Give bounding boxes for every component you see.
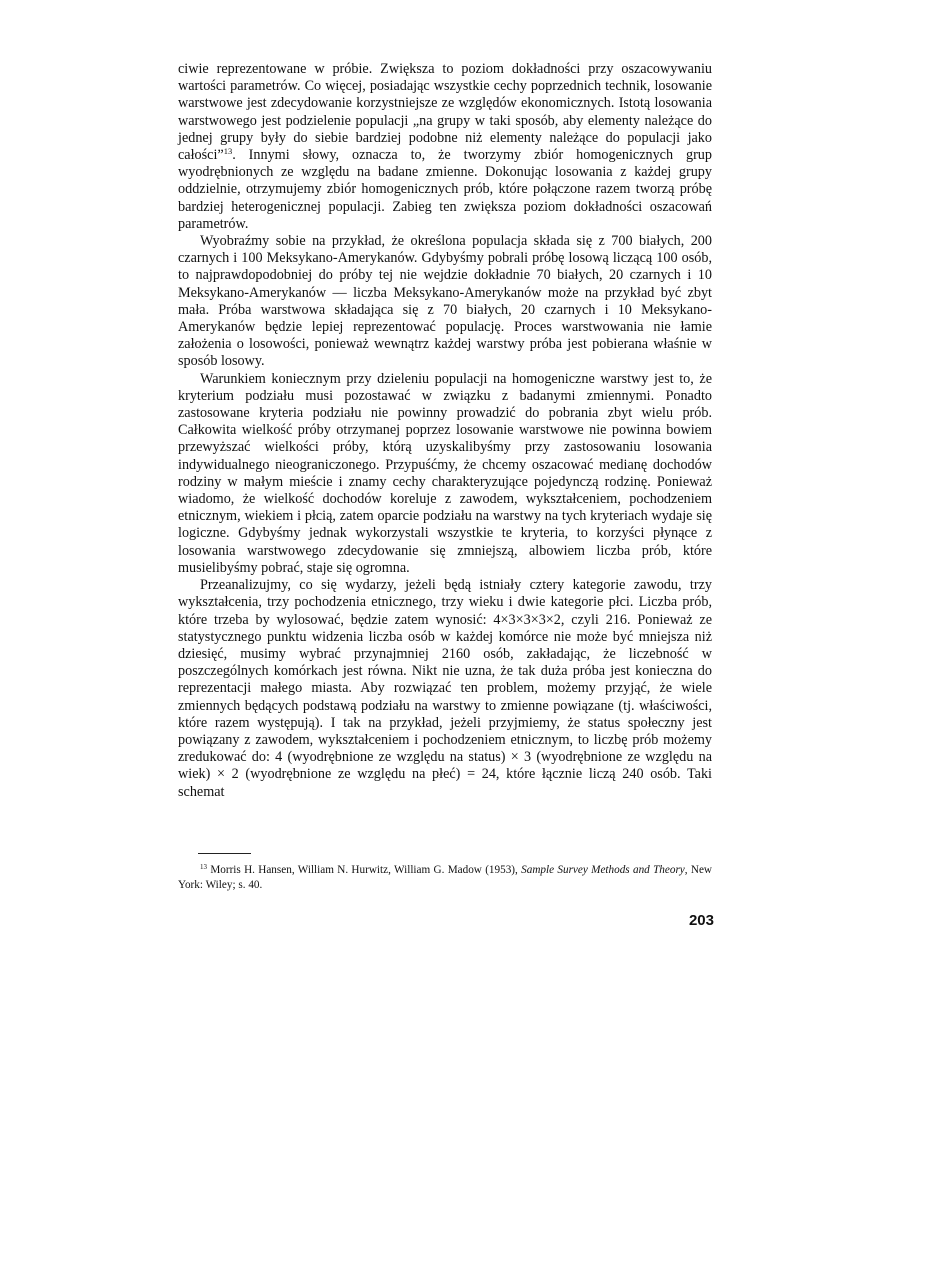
footnote-authors: Morris H. Hansen, William N. Hurwitz, William G. Madow (1953),	[210, 864, 522, 876]
body-text	[178, 61, 712, 801]
paragraph-3: Warunkiem koniecznym przy dzieleniu populacji na homogeniczne warstwy jest to, że kryterium podziału musi pozostawać w związku z badanymi zmiennymi. Ponadto zastosowane kryteria podziału nie powinny prowadzić do pobrania zbyt wielu prób. Całkowita wielkość próby otrzymanej poprzez losowanie warstwowe nie powinna bowiem przewyższać wielkości próby, którą uzyskalibyśmy przy zastosowaniu losowania indywidualnego nieograniczonego. Przypuśćmy, że chcemy oszacować medianę dochodów rodziny w małym mieście i znamy cechy charakteryzujące pojedynczą rodzinę. Ponieważ wiadomo, że wielkość dochodów koreluje z zawodem, wykształceniem, pochodzeniem etnicznym, wiekiem i płcią, zatem oparcie podziału na warstwy na tych kryteriach wydaje się logiczne. Gdybyśmy jednak wykorzystali wszystkie te kryteria, to korzyści płynące z losowania warstwowego zdecydowanie się zmniejszą, albowiem liczba prób, które musielibyśmy pobrać, staje się ogromna.	[178, 370, 712, 576]
footnote-publisher: , New York: Wiley; s. 40.	[178, 864, 712, 891]
paragraph-2: Wyobraźmy sobie na przykład, że określona populacja składa się z 700 białych, 200 czarnych i 100 Meksykano-Amerykanów. Gdybyśmy pobrali próbę losową liczącą 100 osób, to najprawdopodobniej do próby tej nie wejdzie dokładnie 70 białych, 20 czarnych i 10 Meksykano-Amerykanów — liczba Meksykano-Amerykanów może na przykład być zbyt mała. Próba warstwowa składająca się z 70 białych, 20 czarnych i 10 Meksykano-Amerykanów będzie lepiej reprezentować populację. Proces warstwowania nie łamie założenia o losowości, ponieważ wewnątrz każdej warstwy próba jest pobierana właśnie w sposób losowy.	[178, 233, 712, 370]
footnote-divider	[198, 853, 251, 854]
paragraph-1-part-2: . Innymi słowy, oznacza to, że tworzymy zbiór homogenicznych grup wyodrębnionych ze względu na badane zmienne. Dokonując losowania z każdej grupy oddzielnie, otrzymujemy zbiór homogenicznych prób, które połączone razem tworzą próbę bardziej heterogenicznej populacji. Zabieg ten zwiększa poziom dokładności oszacowań parametrów.	[178, 147, 712, 232]
paragraph-1	[178, 61, 712, 233]
paragraph-1-part-1: ciwie reprezentowane w próbie. Zwiększa to poziom dokładności przy oszacowywaniu wartości parametrów. Co więcej, posiadając wszystkie cechy poprzednich technik, losowanie warstwowe jest zdecydowanie korzystniejsze ze względów ekonomicznych. Istotą losowania warstwowego jest podzielenie populacji „na grupy w taki sposób, aby elementy należące do jednej grupy były do siebie bardziej podobne niż elementy należące do populacji jako całości”	[178, 61, 712, 164]
footnote	[178, 863, 712, 893]
footnote-marker: 13	[200, 863, 207, 871]
footnote-reference: 13	[223, 146, 233, 157]
paragraph-4: Przeanalizujmy, co się wydarzy, jeżeli będą istniały cztery kategorie zawodu, trzy wykształcenia, trzy pochodzenia etnicznego, trzy wieku i dwie kategorie płci. Liczba prób, które trzeba by wylosować, będzie zatem wynosić: 4×3×3×3×2, czyli 216. Ponieważ ze statystycznego punktu widzenia liczba osób w każdej komórce nie może być mniejsza niż dziesięć, musimy wybrać przynajmniej 2160 osób, zakładając, że liczebność w poszczególnych komórkach jest równa. Nikt nie uzna, że tak duża próba jest konieczna do reprezentacji małego miasta. Aby rozwiązać ten problem, możemy przyjąć, że wiele zmiennych będących podstawą podziału na warstwy to zmienne powiązane (tj. właściwości, które razem występują). I tak na przykład, jeżeli przyjmiemy, że status społeczny jest powiązany z zawodem, wykształceniem i pochodzeniem etnicznym, to liczbę prób możemy zredukować do: 4 (wyodrębnione ze względu na status) × 3 (wyodrębnione ze względu na wiek) × 2 (wyodrębnione ze względu na płeć) = 24, które łącznie liczą 240 osób. Taki schemat	[178, 577, 712, 800]
footnote-title: Sample Survey Methods and Theory	[521, 864, 685, 876]
page-number: 203	[688, 912, 714, 929]
